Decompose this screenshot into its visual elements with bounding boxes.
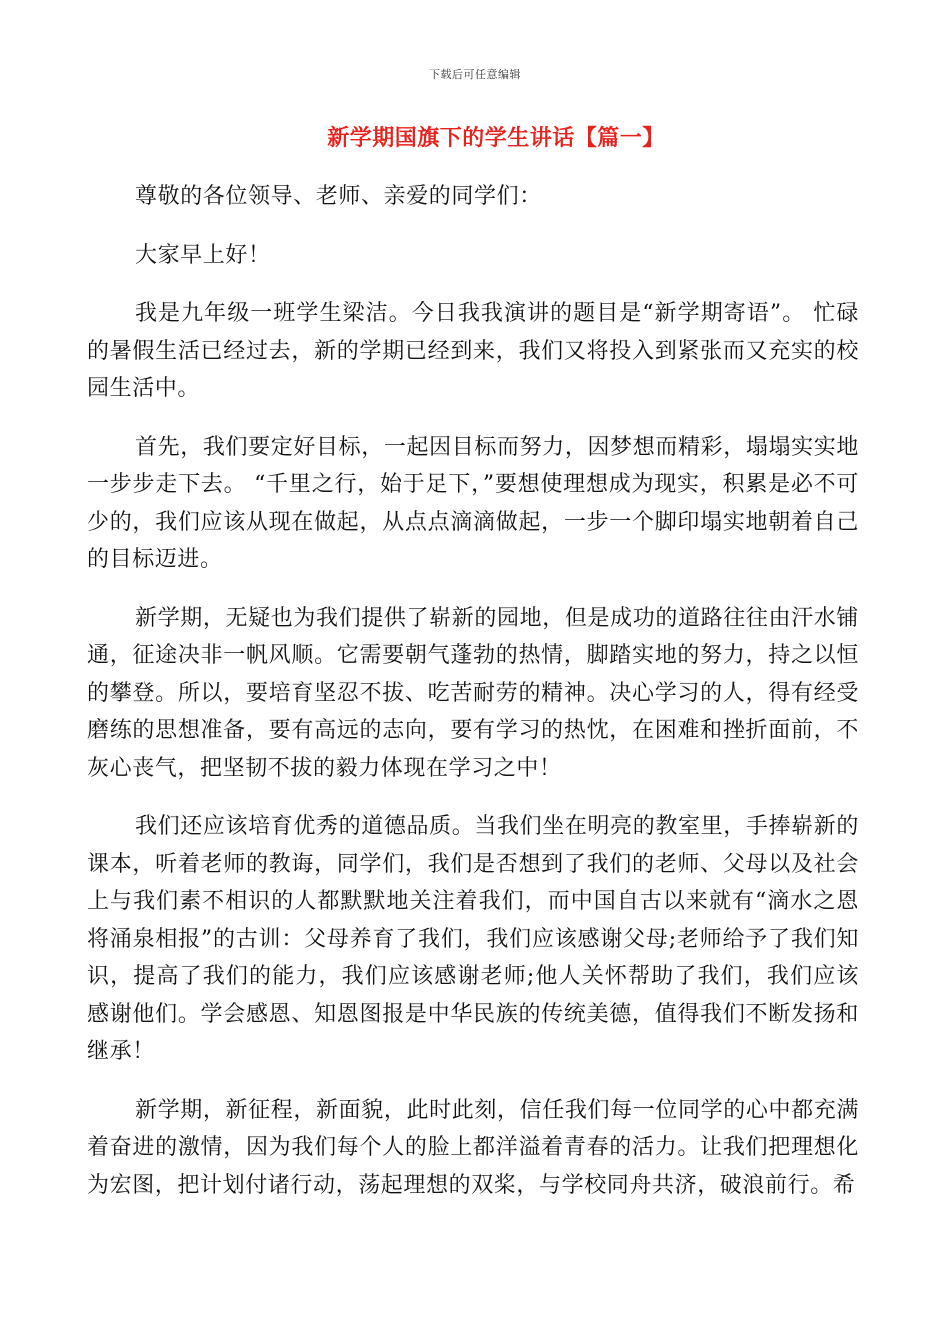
paragraph-goals: 首先，我们要定好目标，一起因目标而努力，因梦想而精彩，塌塌实实地一步步走下去。 “千里之行，始于足下，”要想使理想成为现实，积累是必不可少的，我们应该从现在做起，从点点滴滴做起，一步一个脚印塌实地朝着自己的目标迈进。 — [87, 434, 859, 572]
paragraph-morning: 大家早上好！ — [135, 242, 271, 268]
paragraph-greeting: 尊敬的各位领导、老师、亲爱的同学们： — [135, 184, 542, 209]
paragraph-gratitude: 我们还应该培育优秀的道德品质。当我们坐在明亮的教室里，手捧崭新的课本，听着老师的教诲，同学们，我们是否想到了我们的老师、父母以及社会上与我们素不相识的人都默默地关注着我们，而中国自古以来就有“滴水之恩将涌泉相报”的古训：父母养育了我们，我们应该感谢父母;老师给予了我们知识，提高了我们的能力，我们应该感谢老师;他人关怀帮助了我们，我们应该感谢他们。学会感恩、知恩图报是中华民族的传统美德，值得我们不断发扬和继承！ — [87, 814, 859, 1064]
paragraph-closing: 新学期，新征程，新面貌，此时此刻，信任我们每一位同学的心中都充满着奋进的激情，因为我们每个人的脸上都洋溢着青春的活力。让我们把理想化为宏图，把计划付诸行动，荡起理想的双桨，与学校同舟共济，破浪前行。希 — [87, 1097, 859, 1198]
document-title: 新学期国旗下的学生讲话【篇一】 — [327, 125, 665, 151]
header-note: 下载后可任意编辑 — [429, 68, 521, 81]
paragraph-intro: 我是九年级一班学生梁洁。今日我我演讲的题目是“新学期寄语”。 忙碌的暑假生活已经过去，新的学期已经到来，我们又将投入到紧张而又充实的校园生活中。 — [87, 301, 859, 401]
paragraph-perseverance: 新学期，无疑也为我们提供了崭新的园地，但是成功的道路往往由汗水铺通，征途决非一帆风顺。它需要朝气蓬勃的热情，脚踏实地的努力，持之以恒的攀登。所以，要培育坚忍不拔、吃苦耐劳的精神。决心学习的人，得有经受磨练的思想准备，要有高远的志向，要有学习的热忱，在困难和挫折面前，不灰心丧气，把坚韧不拔的毅力体现在学习之中！ — [87, 605, 859, 781]
document-body — [87, 178, 859, 1204]
